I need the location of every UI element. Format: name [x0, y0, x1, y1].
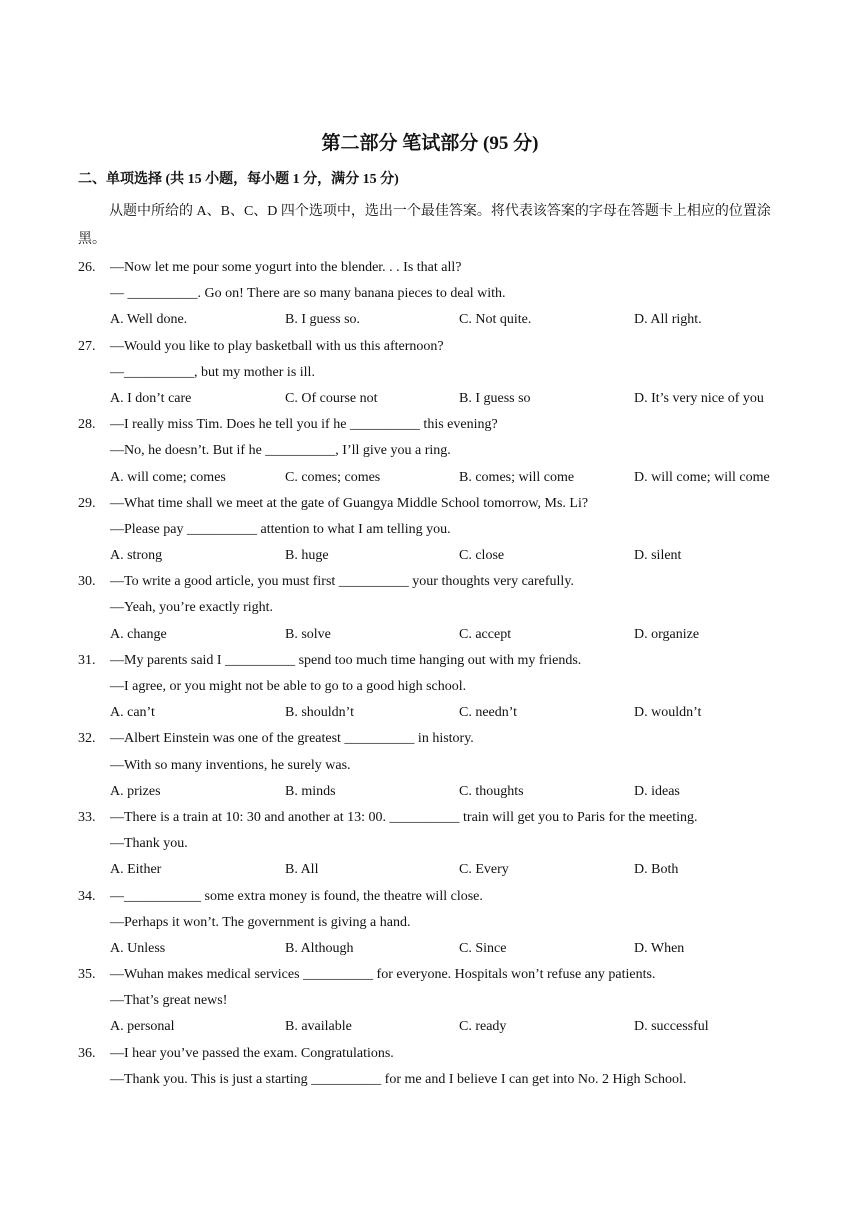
answer-option: D. When [634, 940, 685, 956]
question-number: 27. [78, 338, 96, 354]
question-line [78, 753, 798, 779]
answer-option: C. close [459, 548, 505, 564]
answer-option: C. Since [459, 940, 507, 956]
question-number: 28. [78, 417, 96, 433]
question-line [78, 360, 798, 386]
answer-option: C. accept [459, 626, 512, 642]
answer-option: C. comes; comes [285, 469, 381, 485]
question-line [78, 962, 798, 988]
answer-option: B. I guess so [459, 390, 531, 406]
section-heading: 二、单项选择 (共 15 小题，每小题 1 分，满分 15 分) [78, 172, 399, 187]
dialogue-text: —Please pay __________ attention to what I am telling you. [110, 521, 451, 537]
question-number: 29. [78, 495, 96, 511]
dialogue-text: —Would you like to play basketball with us this afternoon? [110, 338, 444, 354]
answer-option: D. wouldn’t [634, 705, 702, 721]
answer-option: D. will come; will come [634, 469, 770, 485]
question-line [78, 517, 798, 543]
question-number: 34. [78, 888, 96, 904]
answer-option: C. needn’t [459, 705, 518, 721]
dialogue-text: —Now let me pour some yogurt into the blender. . . Is that all? [110, 260, 462, 275]
dialogue-text: —That’s great news! [110, 993, 228, 1009]
answer-options [78, 1014, 798, 1040]
question-line [78, 1041, 798, 1067]
answer-option: A. can’t [110, 705, 155, 721]
answer-option: B. minds [285, 783, 336, 799]
question-item [78, 726, 798, 805]
answer-option: B. comes; will come [459, 469, 575, 485]
question-line [78, 805, 798, 831]
question-item [78, 648, 798, 727]
question-item [78, 805, 798, 884]
dialogue-text: —__________, but my mother is ill. [110, 364, 315, 380]
question-line [78, 910, 798, 936]
question-line [78, 255, 798, 281]
answer-options [78, 700, 798, 726]
question-number: 30. [78, 574, 96, 590]
dialogue-text: —I hear you’ve passed the exam. Congratulations. [110, 1045, 394, 1061]
dialogue-text: —There is a train at 10: 30 and another at 13: 00. __________ train will get you to Paris for the meeting. [110, 809, 698, 825]
question-item [78, 334, 798, 413]
answer-options [78, 779, 798, 805]
answer-option: A. Unless [110, 940, 166, 956]
question-line [78, 1067, 798, 1093]
dialogue-text: —Thank you. [110, 836, 188, 852]
question-line [78, 334, 798, 360]
question-item [78, 255, 798, 334]
question-number: 35. [78, 967, 96, 983]
dialogue-text: —Thank you. This is just a starting __________ for me and I believe I can get into No. 2 High School. [110, 1071, 687, 1087]
answer-option: B. shouldn’t [285, 705, 354, 721]
dialogue-text: —Wuhan makes medical services __________ for everyone. Hospitals won’t refuse any patients. [110, 967, 656, 983]
dialogue-text: —No, he doesn’t. But if he __________, I’ll give you a ring. [110, 443, 451, 459]
dialogue-text: —Perhaps it won’t. The government is giving a hand. [110, 914, 411, 930]
dialogue-text: —What time shall we meet at the gate of Guangya Middle School tomorrow, Ms. Li? [110, 495, 589, 511]
question-line [78, 884, 798, 910]
instructions: 从题中所给的 A、B、C、D 四个选项中，选出一个最佳答案。将代表该答案的字母在答题卡上相应的位置涂黑。 [78, 204, 771, 247]
answer-option: A. prizes [110, 783, 161, 799]
question-line [78, 595, 798, 621]
answer-option: D. It’s very nice of you [634, 390, 764, 406]
answer-option: D. Both [634, 862, 679, 878]
question-line [78, 412, 798, 438]
question-line [78, 491, 798, 517]
question-item [78, 491, 798, 570]
page-title: 第二部分 笔试部分 (95 分) [321, 133, 539, 154]
answer-option: A. strong [110, 548, 163, 564]
question-line [78, 648, 798, 674]
answer-option: D. successful [634, 1019, 709, 1035]
answer-options [78, 543, 798, 569]
answer-option: C. Not quite. [459, 312, 532, 328]
question-line [78, 831, 798, 857]
question-item [78, 1041, 798, 1093]
answer-option: D. All right. [634, 312, 702, 328]
dialogue-text: —___________ some extra money is found, the theatre will close. [110, 888, 483, 904]
question-item [78, 884, 798, 963]
answer-option: A. Either [110, 862, 162, 878]
question-line [78, 438, 798, 464]
answer-option: D. ideas [634, 783, 680, 799]
question-line [78, 569, 798, 595]
answer-option: B. Although [285, 940, 354, 956]
dialogue-text: —Yeah, you’re exactly right. [110, 600, 274, 616]
dialogue-text: —Albert Einstein was one of the greatest __________ in history. [110, 731, 474, 747]
answer-option: B. All [285, 862, 319, 878]
question-line [78, 281, 798, 307]
answer-option: C. ready [459, 1019, 507, 1035]
dialogue-text: —My parents said I __________ spend too much time hanging out with my friends. [110, 652, 582, 668]
question-number: 32. [78, 731, 96, 747]
question-line [78, 726, 798, 752]
answer-option: A. personal [110, 1019, 175, 1035]
answer-options [78, 857, 798, 883]
dialogue-text: —I really miss Tim. Does he tell you if he __________ this evening? [110, 417, 498, 433]
answer-option: A. I don’t care [110, 390, 192, 406]
dialogue-text: —With so many inventions, he surely was. [110, 757, 351, 773]
question-number: 36. [78, 1045, 96, 1061]
answer-option: C. Of course not [285, 390, 378, 406]
question-line [78, 988, 798, 1014]
answer-option: B. I guess so. [285, 312, 361, 328]
answer-options [78, 465, 798, 491]
question-item [78, 569, 798, 648]
question-item [78, 412, 798, 491]
answer-options [78, 936, 798, 962]
answer-option: A. change [110, 626, 167, 642]
dialogue-text: —To write a good article, you must first __________ your thoughts very carefully. [110, 574, 574, 590]
answer-option: B. available [285, 1019, 352, 1035]
answer-option: A. will come; comes [110, 469, 226, 485]
answer-options [78, 622, 798, 648]
question-item [78, 962, 798, 1041]
answer-option: C. Every [459, 862, 509, 878]
question-number: 26. [78, 260, 96, 275]
answer-options [78, 307, 798, 333]
question-number: 31. [78, 652, 96, 668]
answer-option: D. organize [634, 626, 700, 642]
answer-options [78, 386, 798, 412]
answer-option: A. Well done. [110, 312, 188, 328]
dialogue-text: — __________. Go on! There are so many banana pieces to deal with. [110, 286, 506, 302]
dialogue-text: —I agree, or you might not be able to go to a good high school. [110, 679, 467, 694]
answer-option: C. thoughts [459, 783, 524, 799]
question-line [78, 674, 798, 700]
question-number: 33. [78, 809, 96, 825]
answer-option: D. silent [634, 548, 682, 564]
question-list [78, 255, 798, 1093]
answer-option: B. solve [285, 626, 331, 642]
answer-option: B. huge [285, 548, 329, 564]
